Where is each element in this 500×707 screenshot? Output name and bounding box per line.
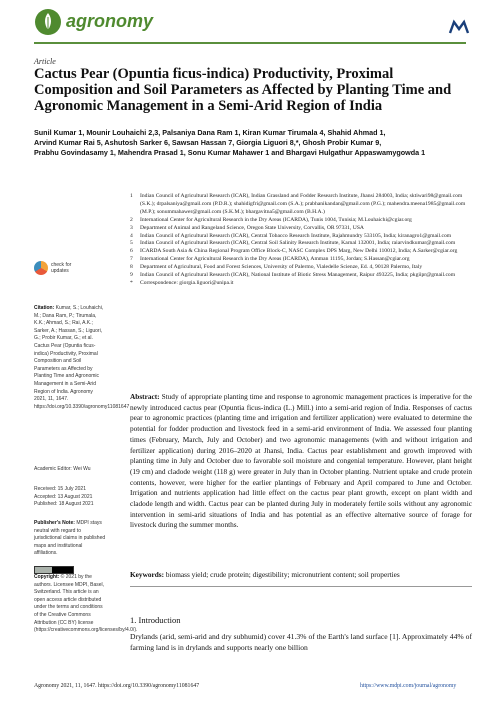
publisher-note xyxy=(34,520,106,558)
author-line-1: Sunil Kumar 1, Mounir Louhaichi 2,3, Palsaniya Dana Ram 1, Kiran Kumar Tirumala 4, Shahid Ahmad 1, xyxy=(34,128,386,137)
affiliation-item xyxy=(130,264,470,272)
affiliation-number: 9 xyxy=(130,272,133,279)
affiliation-number: 7 xyxy=(130,256,133,263)
mdpi-logo-icon xyxy=(448,18,470,36)
academic-editor xyxy=(34,466,106,474)
publisher-note-text: MDPI stays neutral with regard to jurisdictional claims in published maps and institutional affiliations. xyxy=(34,520,106,557)
author-line-3: Prabhu Govindasamy 1, Mahendra Prasad 1, Sonu Kumar Mahawer 1 and Bhargavi Hulgathur Appaswamygowda 1 xyxy=(34,148,426,157)
affiliation-number: 2 xyxy=(130,216,133,223)
affiliation-number: 8 xyxy=(130,264,133,271)
keywords-label: Keywords: xyxy=(130,570,165,579)
affiliation-text: Department of Agricultural, Food and Forest Sciences, University of Palermo, Vialedelle Scienze, Ed. 4, 90128 Palermo, Italy xyxy=(140,264,423,271)
affiliation-number: * xyxy=(130,279,133,286)
affiliation-text: ICARDA South Asia & China Regional Program Office Block-C, NASC Complex DPS Marg, New Delhi 110012, India; A.Sarker@cgiar.org xyxy=(140,248,458,255)
affiliation-number: 1 xyxy=(130,193,133,199)
affiliation-text: International Center for Agricultural Research in the Dry Areas (ICARDA), Tunis 1004, Tunisia; M.Louhaichi@cgiar.org xyxy=(140,216,412,223)
abstract-text: Study of appropriate planting time and response to agronomic management practices is imperative for the newly introduced cactus pear (Opuntia ficus-indica (L.) Mill.) into a semi-arid region of India. Responses of cactus pear to agronomic practices (planting time and irrigation and fertilizer application) were evaluated to determine the potential for fodder production and livestock feed in a semi-arid environment of India. We assessed four planting times (February, March, July and October) and two agronomic managements (with and without irrigation and fertilizer application) during 2016–2020 at Jhansi, India. Cactus pear establishment and growth improved with planting time in July and October due to favorable soil moisture and congenial temperature. However, plant height (19 cm) and cladode weight (118 g) were greater in July than in October planting. Nutrient uptake and crude protein contents, however, were higher for the earlier plantings of February and April compared to June and October. Irrigation and nutrients application had little effect on the cactus pear plant growth, except on plant width and cladode length and width. Cactus pear can be planted during July in moderately fertile soils without any agronomic intervention in semi-arid situations of India and has potential as an effective alternative source of forage for livestock during the summer months. xyxy=(130,392,473,530)
citation-text: Kumar, S.; Louhaichi, M.; Dana Ram, P.; Tirumala, K.K.; Ahmad, S.; Rai, A.K.; Sarker, A.; Hassan, S.; Liguori, G.; Probir Kumar, G.; et al. Cactus Pear (Opuntia ficus-indica) Productivity, Proximal Composition and Soil Parameters as Affected by Planting Time and Agronomic Management in a Semi-Arid Region of India. Agronomy 2021, 11, 1647. https://doi.org/10.3390/agronomy11081647 xyxy=(34,305,130,410)
affiliation-text: International Center for Agricultural Research in the Dry Areas (ICARDA), Amman 11195, Jordan; S.Hassan@cgiar.org xyxy=(140,256,410,263)
affiliation-text: Indian Council of Agricultural Research (ICAR), Indian Grassland and Fodder Research Institute, Jhansi 284003, India; sktiwari98@gmail.com (S.K.); drpalsaniya@gmail.com (P.D.R.); shahidigfri@gmail.com (S.A.); prabhanikandan@gmail.com (P.G.); mahendra.meena1985@gmail.com (M.P.); sonummahawer@gmail.com (S.K.M.); bhargavitna5@gmail.com (B.H.A.) xyxy=(140,193,466,215)
affiliation-item xyxy=(130,272,470,280)
affiliations xyxy=(130,193,470,288)
affiliation-text: Correspondence: giorgia.liguori@unipa.it xyxy=(140,279,234,286)
editor-label: Academic Editor: xyxy=(34,466,72,472)
keywords-text: biomass yield; crude protein; digestibility; micronutrient content; soil properties xyxy=(165,570,400,579)
publisher-note-label: Publisher's Note: xyxy=(34,520,75,526)
published-date: Published: 18 August 2021 xyxy=(34,501,94,508)
affiliation-item xyxy=(130,217,470,225)
affiliation-text: Department of Animal and Rangeland Science, Oregon State University, Corvallis, OR 97331, USA xyxy=(140,224,364,231)
affiliation-number: 5 xyxy=(130,240,133,247)
affiliation-number: 3 xyxy=(130,224,133,231)
introduction-text: Drylands (arid, semi-arid and dry subhumid) cover 41.3% of the Earth's land surface [1]. Approximately 44% of farming land is in drylands and supports nearly one billion xyxy=(130,632,472,652)
citation-block xyxy=(34,305,130,411)
check-updates-line-2: updates xyxy=(51,268,69,274)
affiliation-item xyxy=(130,256,470,264)
check-updates-icon xyxy=(34,261,48,275)
affiliation-number: 4 xyxy=(130,232,133,239)
paper-title: Cactus Pear (Opuntia ficus-indica) Productivity, Proximal Composition and Soil Parameters as Affected by Planting Time and Agronomic Management in a Semi-Arid Region of India xyxy=(34,66,452,114)
affiliation-text: Indian Council of Agricultural Research (ICAR), National Institute of Biotic Stress Management, Raipur 493225, India; pkgiipr@gmail.com xyxy=(140,272,456,279)
affiliation-item xyxy=(130,280,470,288)
copyright-block xyxy=(34,574,138,635)
footer-journal-link[interactable]: https://www.mdpi.com/journal/agronomy xyxy=(360,683,457,689)
article-type: Article xyxy=(34,57,56,66)
section-divider xyxy=(130,586,472,587)
check-for-updates-badge[interactable] xyxy=(34,258,84,278)
citation-label: Citation: xyxy=(34,305,55,311)
affiliation-text: Indian Council of Agricultural Research (ICAR), Central Tobacco Research Institute, Rajahmundry 533105, India; kiranagro1@gmail.com xyxy=(140,232,452,239)
abstract xyxy=(130,392,472,531)
affiliation-number: 6 xyxy=(130,248,133,255)
publication-dates xyxy=(34,486,106,509)
cc-by-license-icon[interactable] xyxy=(34,566,74,574)
journal-logo-icon xyxy=(34,8,62,36)
author-line-2: Arvind Kumar Rai 5, Ashutosh Sarker 6, Sawsan Hassan 7, Giorgia Liguori 8,*, Ghosh Probir Kumar 9, xyxy=(34,138,382,147)
footer-citation: Agronomy 2021, 11, 1647. https://doi.org/10.3390/agronomy11081647 xyxy=(34,683,200,689)
header-divider xyxy=(34,42,466,44)
copyright-label: Copyright: xyxy=(34,574,60,580)
keywords xyxy=(130,570,472,580)
check-updates-line-1: check for xyxy=(51,262,72,268)
affiliation-text: Indian Council of Agricultural Research (ICAR), Central Soil Salinity Research Institute, Karnal 132001, India; raiarvindkumar@gmail.com xyxy=(140,240,456,247)
affiliation-item xyxy=(130,193,470,217)
accepted-date: Accepted: 13 August 2021 xyxy=(34,493,93,500)
introduction-heading: 1. Introduction xyxy=(130,615,181,625)
editor-name: Wei Wu xyxy=(73,466,91,472)
affiliation-item xyxy=(130,225,470,233)
journal-name: agronomy xyxy=(66,11,154,31)
abstract-label: Abstract: xyxy=(130,392,160,401)
copyright-text: © 2021 by the authors. Licensee MDPI, Basel, Switzerland. This article is an open access article distributed under the terms and conditions of the Creative Commons Attribution (CC BY) license (https://creativecommons.org/licenses/by/4.0/). xyxy=(34,574,138,634)
received-date: Received: 15 July 2021 xyxy=(34,486,86,492)
author-list xyxy=(34,128,474,158)
